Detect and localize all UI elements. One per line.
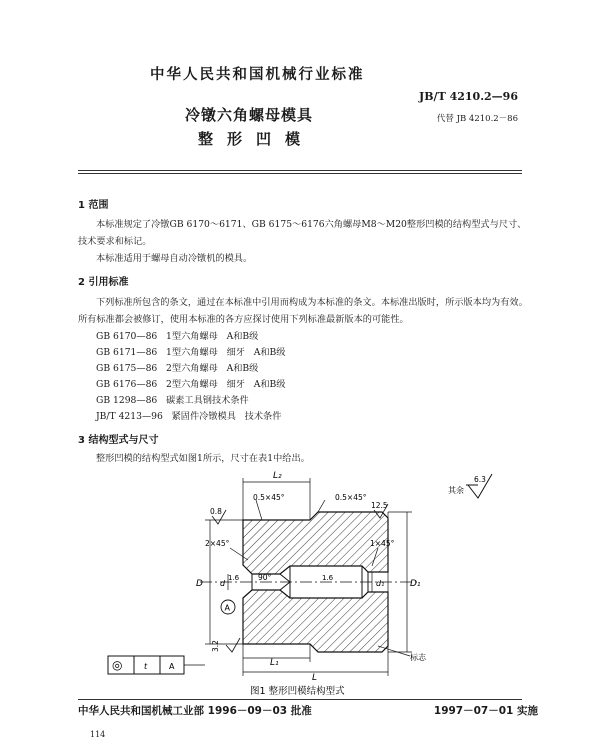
roughness-3-2: 3.2 <box>211 640 220 652</box>
chamfer-label-right: 0.5×45° <box>335 493 367 502</box>
chamfer-label-2x45: 2×45° <box>205 539 230 548</box>
dim-d1-outer: D₁ <box>410 579 421 589</box>
document-title: 冷镦六角螺母模具 <box>185 106 314 124</box>
roughness-12-5: 12.5 <box>371 501 388 510</box>
section-3-body <box>78 450 530 467</box>
reference-item: GB 6176—86 2型六角螺母 细牙 A和B级 <box>96 379 286 390</box>
section-1-paragraph-2: 本标准适用于螺母自动冷镦机的模具。 <box>96 253 253 264</box>
replaces-standard: 代替 JB 4210.2－86 <box>436 114 518 124</box>
reference-list <box>96 329 285 425</box>
standard-code: JB/T 4210.2—96 <box>419 90 518 103</box>
step-right: 1.6 <box>322 574 334 582</box>
reference-item: JB/T 4213—96 紧固件冷镦模具 技术条件 <box>96 411 282 422</box>
dim-d: d <box>220 579 226 588</box>
reference-item: GB 1298—86 碳素工具钢技术条件 <box>96 395 249 406</box>
figure-1-drawing <box>0 466 600 702</box>
document-subtitle: 整形凹模 <box>198 130 315 148</box>
section-3-paragraph-1: 整形凹模的结构型式如图1所示，尺寸在表1中给出。 <box>96 453 310 464</box>
dim-l: L <box>312 673 318 683</box>
tolerance-value: t <box>144 662 148 671</box>
angle-label: 90° <box>258 573 272 582</box>
tolerance-frame <box>108 656 184 674</box>
die-section-bottom <box>243 590 388 652</box>
effective-date: 1997－07－01 实施 <box>433 705 538 717</box>
figure-caption: 图1 整形凹模结构型式 <box>250 686 345 697</box>
dim-l2: L₂ <box>273 471 282 481</box>
footer-divider <box>78 699 522 700</box>
datum-a-label: A <box>224 603 230 613</box>
roughness-0-8: 0.8 <box>210 507 222 516</box>
reference-item: GB 6170—86 1型六角螺母 A和B级 <box>96 331 259 342</box>
reference-item: GB 6171—86 1型六角螺母 细牙 A和B级 <box>96 347 286 358</box>
step-left: 1.6 <box>228 574 240 582</box>
section-2-paragraph-1: 下列标准所包含的条文，通过在本标准中引用而构成为本标准的条文。本标准出版时，所示版本均为有效。所有标准都会被修订，使用本标准的各方应探讨使用下列标准最新版本的可能性。 <box>78 297 528 325</box>
section-1-paragraph-1: 本标准规定了冷镦GB 6170～6171、GB 6175～6176六角螺母M8～M20整形凹模的结构型式与尺寸、技术要求和标记。 <box>78 219 527 247</box>
reference-item: GB 6175—86 2型六角螺母 A和B级 <box>96 363 259 374</box>
dim-d1: d₁ <box>376 579 385 588</box>
header-divider <box>78 170 522 171</box>
page-number: 114 <box>90 730 106 739</box>
section-2-heading: 2 引用标准 <box>78 277 129 288</box>
dim-d-outer: D <box>196 579 203 589</box>
roughness-note-value: 6.3 <box>474 475 486 484</box>
chamfer-label-left: 0.5×45° <box>253 493 285 502</box>
section-2-body <box>78 294 530 328</box>
dim-l1: L₁ <box>270 658 279 668</box>
die-section-top <box>243 512 388 574</box>
tolerance-datum: A <box>169 662 175 671</box>
concentricity-icon: ◎ <box>112 658 123 672</box>
chamfer-label-1x45: 1×45° <box>370 539 395 548</box>
section-3-heading: 3 结构型式与尺寸 <box>78 435 159 446</box>
roughness-note-label: 其余 <box>448 486 464 495</box>
section-1-heading: 1 范围 <box>78 200 109 211</box>
section-1-body <box>78 216 530 267</box>
header-divider-2 <box>78 173 522 174</box>
standard-title: 中华人民共和国机械行业标准 <box>150 67 365 83</box>
marking-label: 标志 <box>410 653 426 662</box>
approval-line: 中华人民共和国机械工业部 1996－09－03 批准 <box>78 705 312 717</box>
